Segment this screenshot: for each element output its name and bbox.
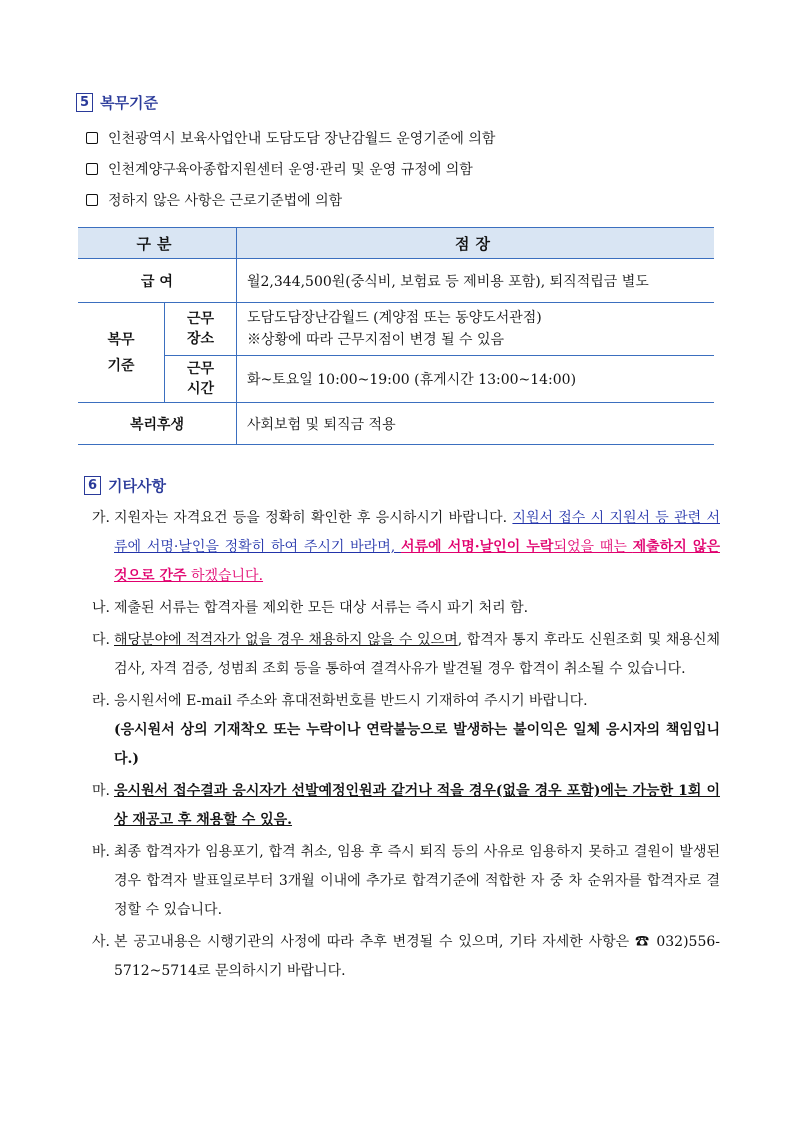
section5-title: 복무기준 <box>100 94 158 112</box>
bullet-text: 인천계양구육아종합지원센터 운영·관리 및 운영 규정에 의함 <box>108 162 473 178</box>
item-body <box>114 504 720 591</box>
sa-text-2: 032)556-5712~5714로 문의하시기 바랍니다. <box>114 934 720 979</box>
item-body: 제출된 서류는 합격자를 제외한 모든 대상 서류는 즉시 파기 처리 함. <box>114 600 529 616</box>
item-marker: 바. <box>92 844 110 860</box>
duty-label-line1: 복무 <box>107 331 135 348</box>
section5-bullet-1 <box>86 128 495 148</box>
time-value: 화~토요일 10:00~19:00 (휴게시간 13:00~14:00) <box>237 356 715 403</box>
header-manager: 점장 <box>237 228 715 259</box>
place-label <box>165 303 237 356</box>
section6-title: 기타사항 <box>108 477 166 495</box>
duty-label <box>78 303 165 403</box>
item-body: 응시원서 접수결과 응시자가 선발예정인원과 같거나 적을 경우(없을 경우 포함)에는 가능한 1회 이상 재공고 후 채용할 수 있음. <box>114 783 720 828</box>
section5-number: 5 <box>76 93 93 112</box>
pay-label: 급 여 <box>78 259 237 303</box>
checkbox-square-icon <box>86 194 98 206</box>
section6-number: 6 <box>84 476 101 495</box>
place-label-line2: 장소 <box>186 331 215 347</box>
table-row-time <box>78 356 714 403</box>
place-label-line1: 근무 <box>186 311 215 327</box>
time-label-line1: 근무 <box>186 361 215 377</box>
table-row-welfare <box>78 403 714 445</box>
list-item-ma <box>92 777 720 835</box>
pay-value: 월2,344,500원(중식비, 보험료 등 제비용 포함), 퇴직적립금 별도 <box>237 259 715 303</box>
section6-heading <box>84 475 166 496</box>
welfare-value: 사회보험 및 퇴직금 적용 <box>237 403 715 445</box>
item-marker: 라. <box>92 693 110 709</box>
item-body: 최종 합격자가 임용포기, 합격 취소, 임용 후 즉시 퇴직 등의 사유로 임용하지 못하고 결원이 발생된 경우 합격자 발표일로부터 3개월 이내에 추가로 합격기준에 적합한 자 중 차 순위자를 합격자로 결정할 수 있습니다. <box>114 844 720 918</box>
phone-icon: ☎ <box>635 934 651 950</box>
ga-text-5: 제출하지 않은 것으로 간주 <box>114 539 720 584</box>
section5-bullet-3 <box>86 190 342 210</box>
checkbox-square-icon <box>86 163 98 175</box>
notes-list <box>92 504 720 989</box>
bullet-text: 인천광역시 보육사업안내 도담도담 장난감월드 운영기준에 의함 <box>108 131 496 147</box>
ra-text-1: 응시원서에 E-mail 주소와 휴대전화번호를 반드시 기재하여 주시기 바랍니다. <box>114 693 588 709</box>
ga-text-2: 지원서 접수 시 지원서 등 관련 서류에 서명·날인을 정확히 하여 주시기 바라며, <box>114 510 720 555</box>
sa-text-1: 본 공고내용은 시행기관의 사정에 따라 추후 변경될 수 있으며, 기타 자세한 사항은 <box>114 934 636 950</box>
item-marker: 마. <box>92 783 110 799</box>
welfare-label: 복리후생 <box>78 403 237 445</box>
da-text-2: , 합격자 통지 후라도 신원조회 및 채용신체검사, 자격 검증, 성범죄 조회 등을 통하여 결격사유가 발견될 경우 합격이 취소될 수 있습니다. <box>114 632 721 677</box>
ra-text-2: (응시원서 상의 기재착오 또는 누락이나 연락불능으로 발생하는 불이익은 일체 응시자의 책임입니다.) <box>114 722 720 767</box>
header-category: 구분 <box>78 228 237 259</box>
item-marker: 가. <box>92 510 110 526</box>
place-value <box>237 303 715 356</box>
bullet-text: 정하지 않은 사항은 근로기준법에 의함 <box>108 193 343 209</box>
item-body <box>114 687 720 774</box>
ga-text-4: 되었을 때는 <box>553 539 633 555</box>
duty-label-line2: 기준 <box>107 357 135 374</box>
section5-bullet-2 <box>86 159 473 179</box>
section5-heading <box>76 92 158 113</box>
place-value-line1: 도담도담장난감월드 (계양점 또는 동양도서관점) <box>247 310 542 326</box>
item-body <box>114 626 720 684</box>
time-label-line2: 시간 <box>186 381 215 397</box>
time-label <box>165 356 237 403</box>
list-item-ga <box>92 504 720 591</box>
list-item-ra <box>92 687 720 774</box>
list-item-na <box>92 594 720 623</box>
ga-text-3: 서류에 서명·날인이 누락 <box>400 539 554 555</box>
duty-standards-table <box>78 227 714 445</box>
list-item-ba <box>92 838 720 925</box>
list-item-da <box>92 626 720 684</box>
item-marker: 나. <box>92 600 110 616</box>
item-marker: 사. <box>92 934 110 950</box>
item-body <box>114 928 720 986</box>
list-item-sa <box>92 928 720 986</box>
ga-text-6: 하겠습니다. <box>186 568 264 584</box>
checkbox-square-icon <box>86 132 98 144</box>
table-row-pay <box>78 259 714 303</box>
item-marker: 다. <box>92 632 110 648</box>
place-value-line2: ※상황에 따라 근무지점이 변경 될 수 있음 <box>247 332 505 348</box>
da-text-1: 해당분야에 적격자가 없을 경우 채용하지 않을 수 있으며 <box>114 632 458 648</box>
table-row-place <box>78 303 714 356</box>
ga-text-1: 지원자는 자격요건 등을 정확히 확인한 후 응시하시기 바랍니다. <box>114 510 513 526</box>
table-header-row <box>78 228 714 259</box>
